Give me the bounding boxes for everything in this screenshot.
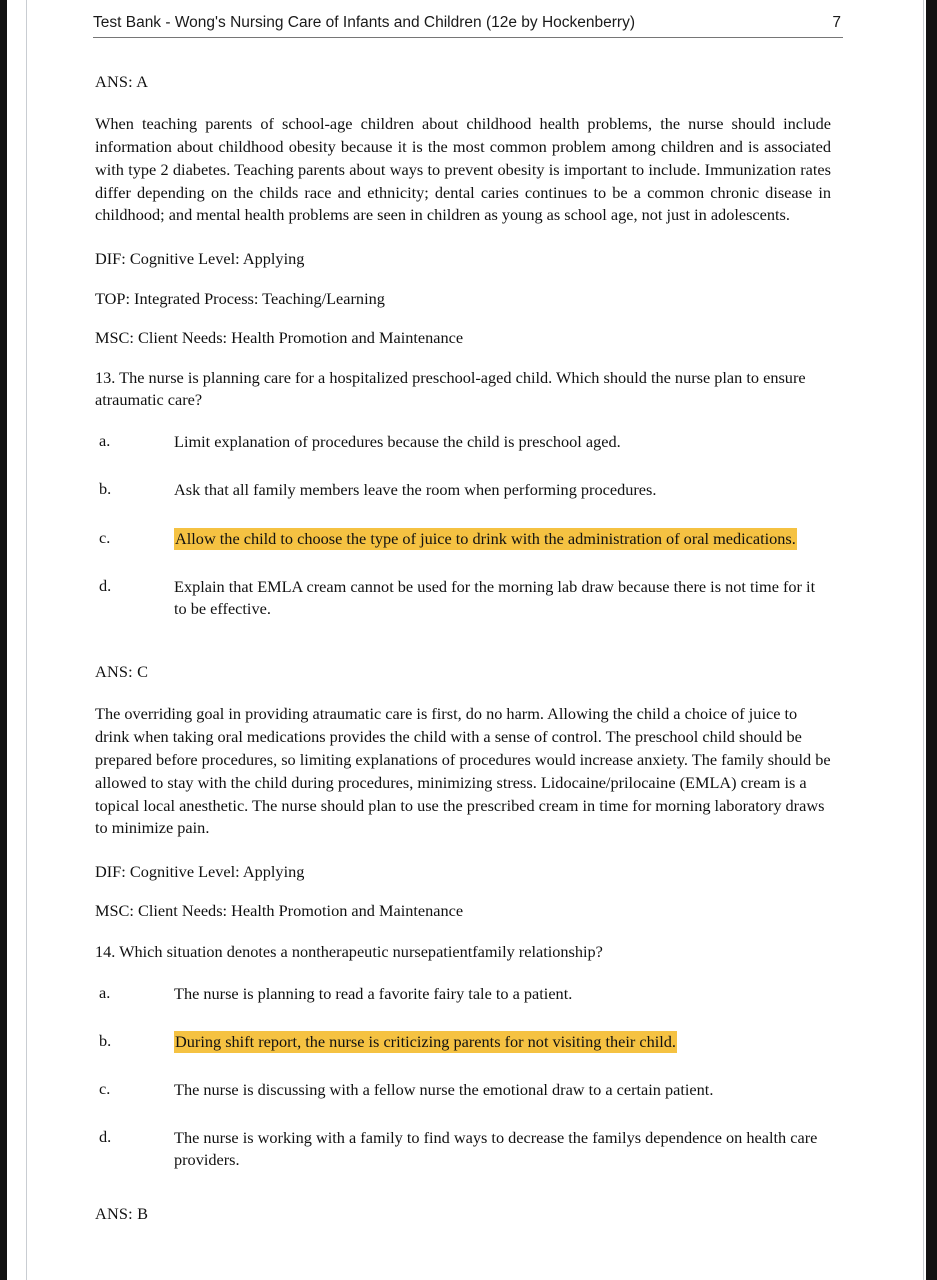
option-text	[174, 431, 831, 453]
option-plain-text: Explain that EMLA cream cannot be used for the morning lab draw because there is not time for it to be effective.	[174, 576, 816, 618]
scan-edge-left	[0, 0, 7, 1280]
question-stem-13: 13. The nurse is planning care for a hospitalized preschool-aged child. Which should the nurse plan to ensure atraumatic care?	[95, 367, 806, 410]
dif-line-q13: DIF: Cognitive Level: Applying	[95, 862, 305, 882]
highlighted-answer-text: During shift report, the nurse is criticizing parents for not visiting their child.	[175, 1031, 676, 1051]
option-plain-text: The nurse is planning to read a favorite fairy tale to a patient.	[174, 983, 573, 1003]
option-letter: b.	[99, 479, 112, 499]
rationale-q13: The overriding goal in providing atraumatic care is first, do no harm. Allowing the child a choice of juice to drink when taking oral medications provides the child with a sense of control. The preschool child should be prepared before procedures, so limiting explanations of procedures would increase anxiety. The family should be allowed to stay with the child during procedures, minimizing stress. Lidocaine/prilocaine (EMLA) cream is a topical local anesthetic. The nurse should plan to use the prescribed cream in time for morning laboratory draws to minimize pain.	[95, 704, 831, 838]
option-letter: c.	[99, 1079, 111, 1099]
top-line-q12: TOP: Integrated Process: Teaching/Learning	[95, 288, 385, 308]
option-row-highlighted[interactable]	[95, 528, 831, 550]
option-row[interactable]	[95, 1127, 831, 1171]
page-content	[95, 72, 831, 1245]
option-letter: a.	[99, 431, 111, 451]
dif-line-q12: DIF: Cognitive Level: Applying	[95, 249, 305, 269]
option-plain-text: The nurse is working with a family to find ways to decrease the familys dependence on health care providers.	[174, 1128, 818, 1170]
options-list-13	[95, 431, 831, 620]
option-plain-text: Ask that all family members leave the room when performing procedures.	[174, 480, 657, 500]
scan-edge-hairline-left	[26, 0, 27, 1280]
document-title: Test Bank - Wong's Nursing Care of Infants and Children (12e by Hockenberry)	[93, 14, 635, 31]
option-row[interactable]	[95, 431, 831, 453]
msc-line-q13: MSC: Client Needs: Health Promotion and Maintenance	[95, 901, 464, 921]
option-letter: b.	[99, 1030, 112, 1050]
option-text	[174, 576, 831, 620]
option-letter: a.	[99, 982, 111, 1002]
answer-line-q14: ANS: B	[95, 1203, 149, 1223]
section-spacer	[95, 646, 831, 662]
option-text	[174, 479, 831, 501]
option-text	[174, 1079, 831, 1101]
option-row[interactable]	[95, 983, 831, 1005]
page-number: 7	[832, 14, 841, 31]
highlighted-answer-text: Allow the child to choose the type of juice to drink with the administration of oral medications.	[175, 528, 796, 548]
scan-edge-hairline-right	[923, 0, 924, 1280]
answer-line-q13: ANS: C	[95, 662, 149, 682]
question-stem-14: 14. Which situation denotes a nontherapeutic nursepatientfamily relationship?	[95, 941, 603, 961]
option-row[interactable]	[95, 576, 831, 620]
scan-edge-right	[926, 0, 937, 1280]
msc-line-q12: MSC: Client Needs: Health Promotion and Maintenance	[95, 327, 464, 347]
option-letter: d.	[99, 575, 112, 595]
option-plain-text: Limit explanation of procedures because the child is preschool aged.	[174, 432, 621, 452]
running-header	[93, 14, 843, 38]
option-row[interactable]	[95, 1079, 831, 1101]
option-plain-text: The nurse is discussing with a fellow nurse the emotional draw to a certain patient.	[174, 1080, 714, 1100]
option-letter: c.	[99, 527, 111, 547]
option-text	[174, 1031, 831, 1053]
option-row-highlighted[interactable]	[95, 1031, 831, 1053]
option-text	[174, 528, 831, 550]
rationale-q12: When teaching parents of school-age children about childhood health problems, the nurse should include information about childhood obesity because it is the most common problem among children and is associated with type 2 diabetes. Teaching parents about ways to prevent obesity is important to include. Immunization rates differ depending on the childs race and ethnicity; dental caries continues to be a common chronic disease in childhood; and mental health problems are seen in children as young as school age, not just in adolescents.	[95, 114, 831, 225]
option-letter: d.	[99, 1127, 112, 1147]
option-row[interactable]	[95, 479, 831, 501]
option-text	[174, 983, 831, 1005]
answer-line-q12: ANS: A	[95, 72, 149, 91]
options-list-14	[95, 983, 831, 1172]
option-text	[174, 1127, 831, 1171]
